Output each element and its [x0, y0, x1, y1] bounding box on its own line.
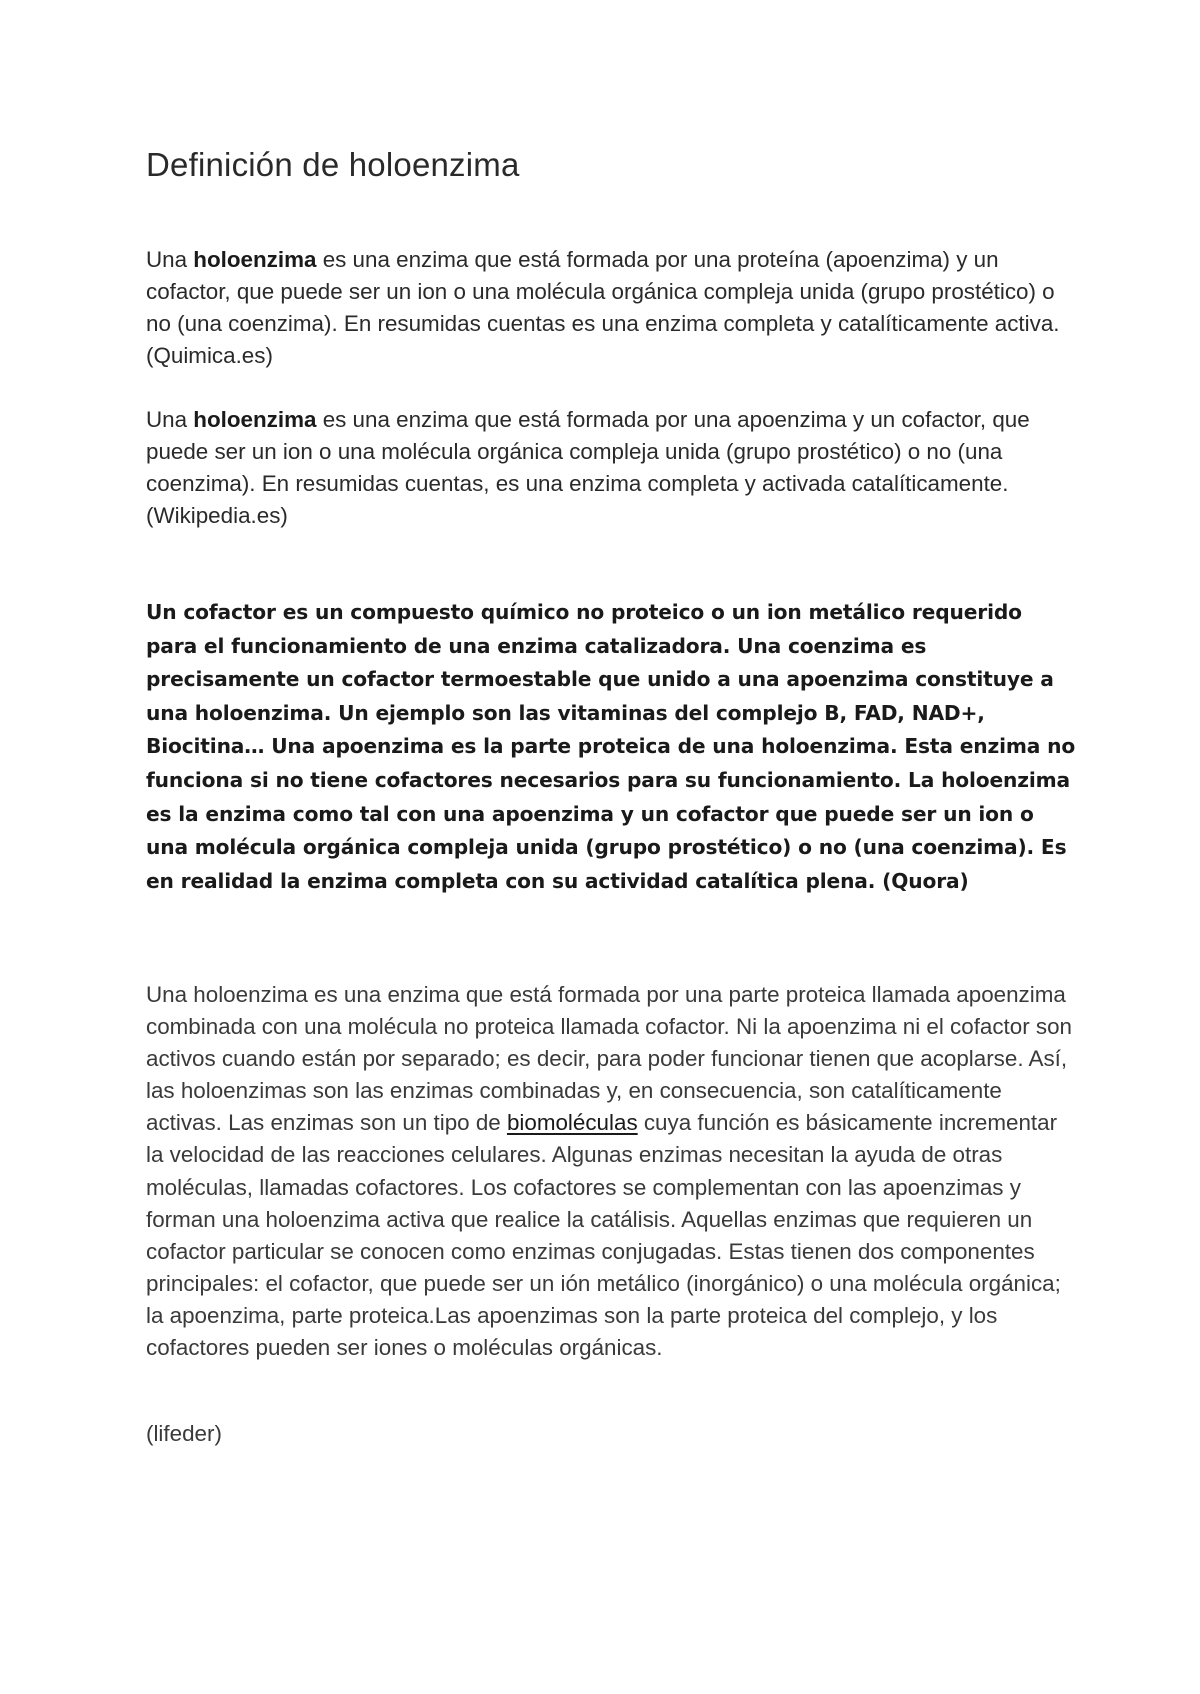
biomoleculas-link[interactable]: biomoléculas [506, 1110, 638, 1136]
paragraph-body-end: cuya función es básicamente incrementar la velocidad de las reacciones celulares. Algunas enzimas necesitan la ayuda de otras moléculas, llamadas cofactores. Los cofactores se complementan con las apoenzimas y forman una holoenzima activa que realice la catálisis. Aquellas enzimas que requieren un cofactor particular se conocen como enzimas conjugadas. Estas tienen dos componentes principales: el cofactor, que puede ser un ión metálico (inorgánico) o una molécula orgánica; la apoenzima, parte proteica.Las apoenzimas son la parte proteica del complejo, y los cofactores pueden ser iones o moléculas orgánicas. [146, 1110, 1061, 1361]
page-title: Definición de holoenzima [146, 146, 520, 183]
source-wikipedia: (Wikipedia.es) [146, 503, 288, 528]
paragraph-body-start: Una holoenzima es una enzima que está formada por una parte proteica llamada apoenzima combinada con una molécula no proteica llamada cofactor. Ni la apoenzima ni el cofactor son activos cuando están por separado; es decir, para poder funcionar tienen que acoplarse. Así, las holoenzimas son las enzimas combinadas y, en consecuencia, son catalíticamente activas. Las enzimas son un tipo de [146, 982, 1073, 1136]
paragraph-quora: Un cofactor es un compuesto químico no proteico o un ion metálico requerido para el funcionamiento de una enzima catalizadora. Una coenzima es precisamente un cofactor termoestable que unido a una apoenzima constituye a una holoenzima. Un ejemplo son las vitaminas del complejo B, FAD, NAD+, Biocitina… Una apoenzima es la parte proteica de una holoenzima. Esta enzima no funciona si no tiene cofactores necesarios para su funcionamiento. La holoenzima es la enzima como tal con una apoenzima y un cofactor que puede ser un ion o una molécula orgánica compleja unida (grupo prostético) o no (una coenzima). Es en realidad la enzima completa con su actividad catalítica plena. (Quora) [146, 600, 1076, 893]
term-holoenzima: holoenzima [193, 407, 317, 432]
paragraph-lifeder [146, 979, 1076, 1364]
source-lifeder: (lifeder) [146, 1421, 222, 1446]
paragraph-lead: Una [146, 247, 194, 272]
paragraph-wikipedia [146, 404, 1076, 532]
paragraph-lead: Una [146, 407, 194, 432]
term-holoenzima: holoenzima [193, 247, 317, 272]
paragraph-body: es una enzima que está formada por una apoenzima y un cofactor, que puede ser un ion o una molécula orgánica compleja unida (grupo prostético) o no (una coenzima). En resumidas cuentas, es una enzima completa y activada catalíticamente. [146, 407, 1030, 496]
paragraph-quimica [146, 244, 1076, 372]
paragraph-body: es una enzima que está formada por una proteína (apoenzima) y un cofactor, que puede ser un ion o una molécula orgánica compleja unida (grupo prostético) o no (una coenzima). En resumidas cuentas es una enzima completa y catalíticamente activa. (Quimica.es) [146, 247, 1060, 368]
